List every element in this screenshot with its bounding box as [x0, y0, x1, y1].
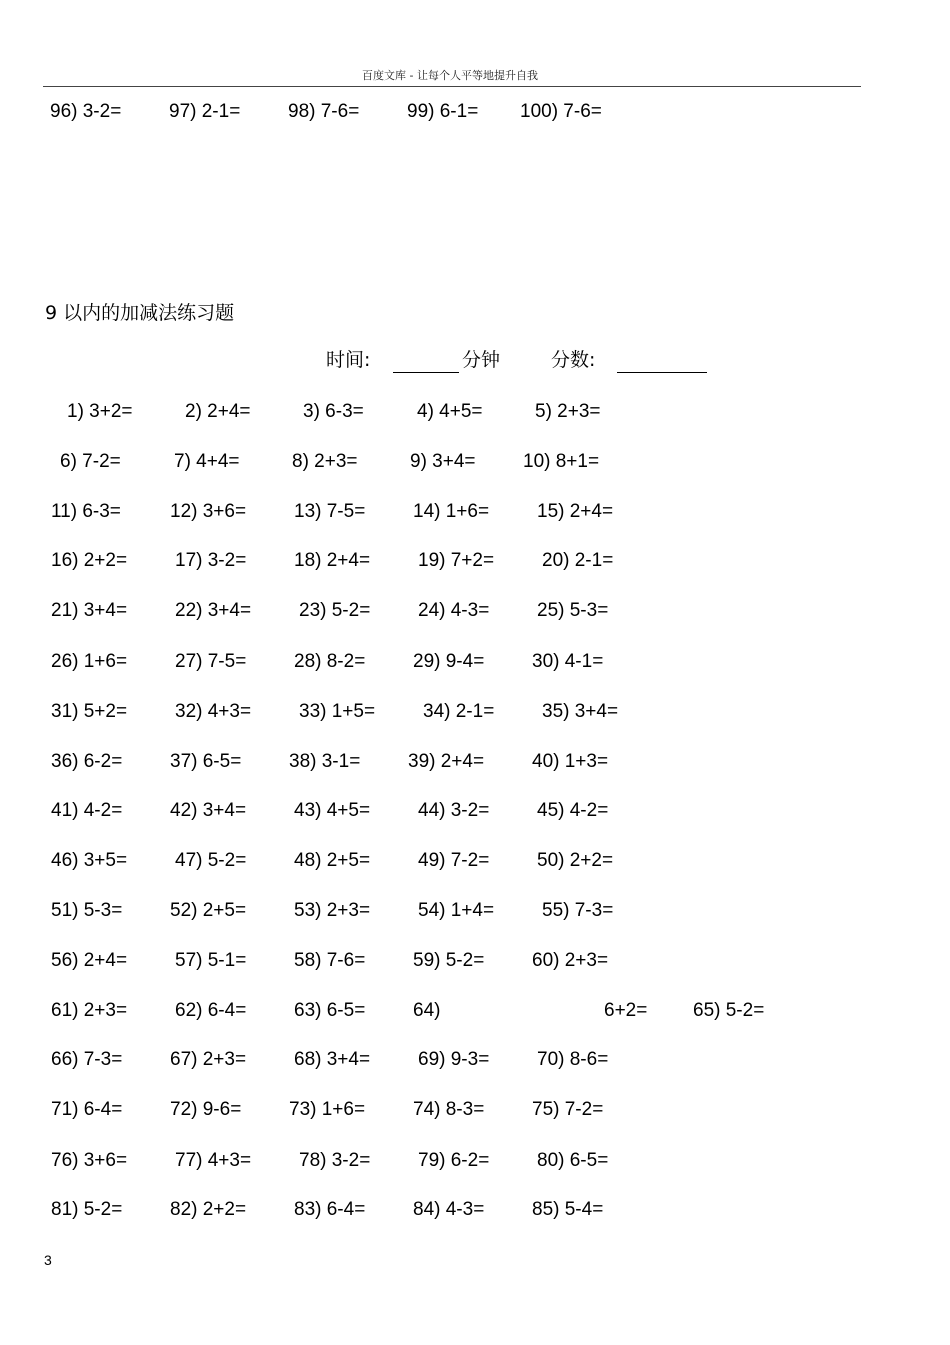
- problem-item: 45) 4-2=: [537, 800, 609, 821]
- problem-item: 80) 6-5=: [537, 1150, 609, 1171]
- problem-item: 36) 6-2=: [51, 751, 123, 772]
- problem-item: 82) 2+2=: [170, 1199, 247, 1220]
- problem-item: 23) 5-2=: [299, 600, 371, 621]
- problem-item: 43) 4+5=: [294, 800, 371, 821]
- worksheet-title: 9 以内的加减法练习题: [45, 302, 235, 324]
- problem-item: 28) 8-2=: [294, 651, 366, 672]
- problem-item: 59) 5-2=: [413, 950, 485, 971]
- problem-item: 1) 3+2=: [67, 401, 133, 422]
- problem-item: 53) 2+3=: [294, 900, 371, 921]
- problem-item: 4) 4+5=: [417, 401, 483, 422]
- problem-row: [0, 1097, 900, 1123]
- problem-item: 34) 2-1=: [423, 701, 495, 722]
- problem-item: 21) 3+4=: [51, 600, 128, 621]
- problem-item: 15) 2+4=: [537, 501, 614, 522]
- problem-item: 55) 7-3=: [542, 900, 614, 921]
- score-label: 分数:: [551, 349, 596, 371]
- problem-item: 37) 6-5=: [170, 751, 242, 772]
- problem-item: 20) 2-1=: [542, 550, 614, 571]
- problem-item: 79) 6-2=: [418, 1150, 490, 1171]
- problem-item: 27) 7-5=: [175, 651, 247, 672]
- problem-row: [0, 598, 900, 624]
- problem-item: 25) 5-3=: [537, 600, 609, 621]
- problem-item: 6) 7-2=: [60, 451, 121, 472]
- problem-item: 33) 1+5=: [299, 701, 376, 722]
- problem-item: 38) 3-1=: [289, 751, 361, 772]
- page-number: 3: [44, 1252, 52, 1268]
- problem-item: 11) 6-3=: [51, 501, 121, 522]
- problem-item: 13) 7-5=: [294, 501, 366, 522]
- problem-item: 57) 5-1=: [175, 950, 247, 971]
- problem-row: [0, 548, 900, 574]
- problem-item: 81) 5-2=: [51, 1199, 123, 1220]
- problem-item: 24) 4-3=: [418, 600, 490, 621]
- problem-item: 64): [413, 1000, 441, 1021]
- problem-row: [0, 449, 900, 475]
- problem-item: 98) 7-6=: [288, 101, 360, 122]
- problem-item: 35) 3+4=: [542, 701, 619, 722]
- problem-item: 26) 1+6=: [51, 651, 128, 672]
- problem-row: [0, 898, 900, 924]
- problem-item: 30) 4-1=: [532, 651, 604, 672]
- problem-item: 67) 2+3=: [170, 1049, 247, 1070]
- problem-item: 83) 6-4=: [294, 1199, 366, 1220]
- problem-item: 16) 2+2=: [51, 550, 128, 571]
- previous-section-row: [0, 99, 900, 125]
- problem-item: 97) 2-1=: [169, 101, 241, 122]
- problem-item: 52) 2+5=: [170, 900, 247, 921]
- problem-item: 9) 3+4=: [410, 451, 476, 472]
- problem-item: 32) 4+3=: [175, 701, 252, 722]
- problem-item: 85) 5-4=: [532, 1199, 604, 1220]
- problem-item: 72) 9-6=: [170, 1099, 242, 1120]
- problem-item: 73) 1+6=: [289, 1099, 366, 1120]
- problem-item: 17) 3-2=: [175, 550, 247, 571]
- problem-row: [0, 1197, 900, 1223]
- problem-item: 69) 9-3=: [418, 1049, 490, 1070]
- problem-item: 40) 1+3=: [532, 751, 609, 772]
- problem-item: 77) 4+3=: [175, 1150, 252, 1171]
- problem-item: 29) 9-4=: [413, 651, 485, 672]
- problem-row: [0, 948, 900, 974]
- problem-item: 66) 7-3=: [51, 1049, 123, 1070]
- problem-item: 68) 3+4=: [294, 1049, 371, 1070]
- problem-row: [0, 848, 900, 874]
- problem-item: 96) 3-2=: [50, 101, 122, 122]
- problem-item: 78) 3-2=: [299, 1150, 371, 1171]
- problem-item: 31) 5+2=: [51, 701, 128, 722]
- problem-row: [0, 699, 900, 725]
- problem-item: 41) 4-2=: [51, 800, 123, 821]
- problem-item: 58) 7-6=: [294, 950, 366, 971]
- problem-item: 44) 3-2=: [418, 800, 490, 821]
- problem-row: [0, 399, 900, 425]
- problem-item: 63) 6-5=: [294, 1000, 366, 1021]
- header-text: 百度文库 - 让每个人平等地提升自我: [362, 69, 538, 82]
- problem-item: 7) 4+4=: [174, 451, 240, 472]
- problem-item: 51) 5-3=: [51, 900, 123, 921]
- problem-item: 60) 2+3=: [532, 950, 609, 971]
- problem-item: 46) 3+5=: [51, 850, 128, 871]
- score-blank: [617, 372, 707, 373]
- problem-item: 3) 6-3=: [303, 401, 364, 422]
- problem-item: 5) 2+3=: [535, 401, 601, 422]
- problem-item: 19) 7+2=: [418, 550, 495, 571]
- problem-item: 39) 2+4=: [408, 751, 485, 772]
- problem-item: 74) 8-3=: [413, 1099, 485, 1120]
- problem-row: [0, 1047, 900, 1073]
- problem-item: 70) 8-6=: [537, 1049, 609, 1070]
- problem-item: 48) 2+5=: [294, 850, 371, 871]
- problem-item: 47) 5-2=: [175, 850, 247, 871]
- problem-item: 56) 2+4=: [51, 950, 128, 971]
- problem-item: 65) 5-2=: [693, 1000, 765, 1021]
- problem-item: 10) 8+1=: [523, 451, 600, 472]
- time-unit: 分钟: [462, 349, 501, 371]
- problem-row: [0, 749, 900, 775]
- header-divider: [43, 86, 861, 87]
- problem-item: 99) 6-1=: [407, 101, 479, 122]
- problem-item: 14) 1+6=: [413, 501, 490, 522]
- problem-row: [0, 499, 900, 525]
- problem-item: 62) 6-4=: [175, 1000, 247, 1021]
- problem-item: 42) 3+4=: [170, 800, 247, 821]
- time-label: 时间:: [326, 349, 371, 371]
- problem-item: 22) 3+4=: [175, 600, 252, 621]
- problem-item: 8) 2+3=: [292, 451, 358, 472]
- problem-item: 76) 3+6=: [51, 1150, 128, 1171]
- problem-item: 12) 3+6=: [170, 501, 247, 522]
- problem-item: 84) 4-3=: [413, 1199, 485, 1220]
- problem-row: [0, 998, 900, 1024]
- problem-item: 100) 7-6=: [520, 101, 602, 122]
- problem-item: 18) 2+4=: [294, 550, 371, 571]
- problem-row: [0, 649, 900, 675]
- problem-row: [0, 798, 900, 824]
- time-blank: [393, 372, 459, 373]
- problem-item: 6+2=: [604, 1000, 648, 1021]
- problem-item: 50) 2+2=: [537, 850, 614, 871]
- problem-item: 2) 2+4=: [185, 401, 251, 422]
- problem-item: 71) 6-4=: [51, 1099, 123, 1120]
- problem-row: [0, 1148, 900, 1174]
- problem-item: 75) 7-2=: [532, 1099, 604, 1120]
- problem-item: 54) 1+4=: [418, 900, 495, 921]
- problem-item: 49) 7-2=: [418, 850, 490, 871]
- problem-item: 61) 2+3=: [51, 1000, 128, 1021]
